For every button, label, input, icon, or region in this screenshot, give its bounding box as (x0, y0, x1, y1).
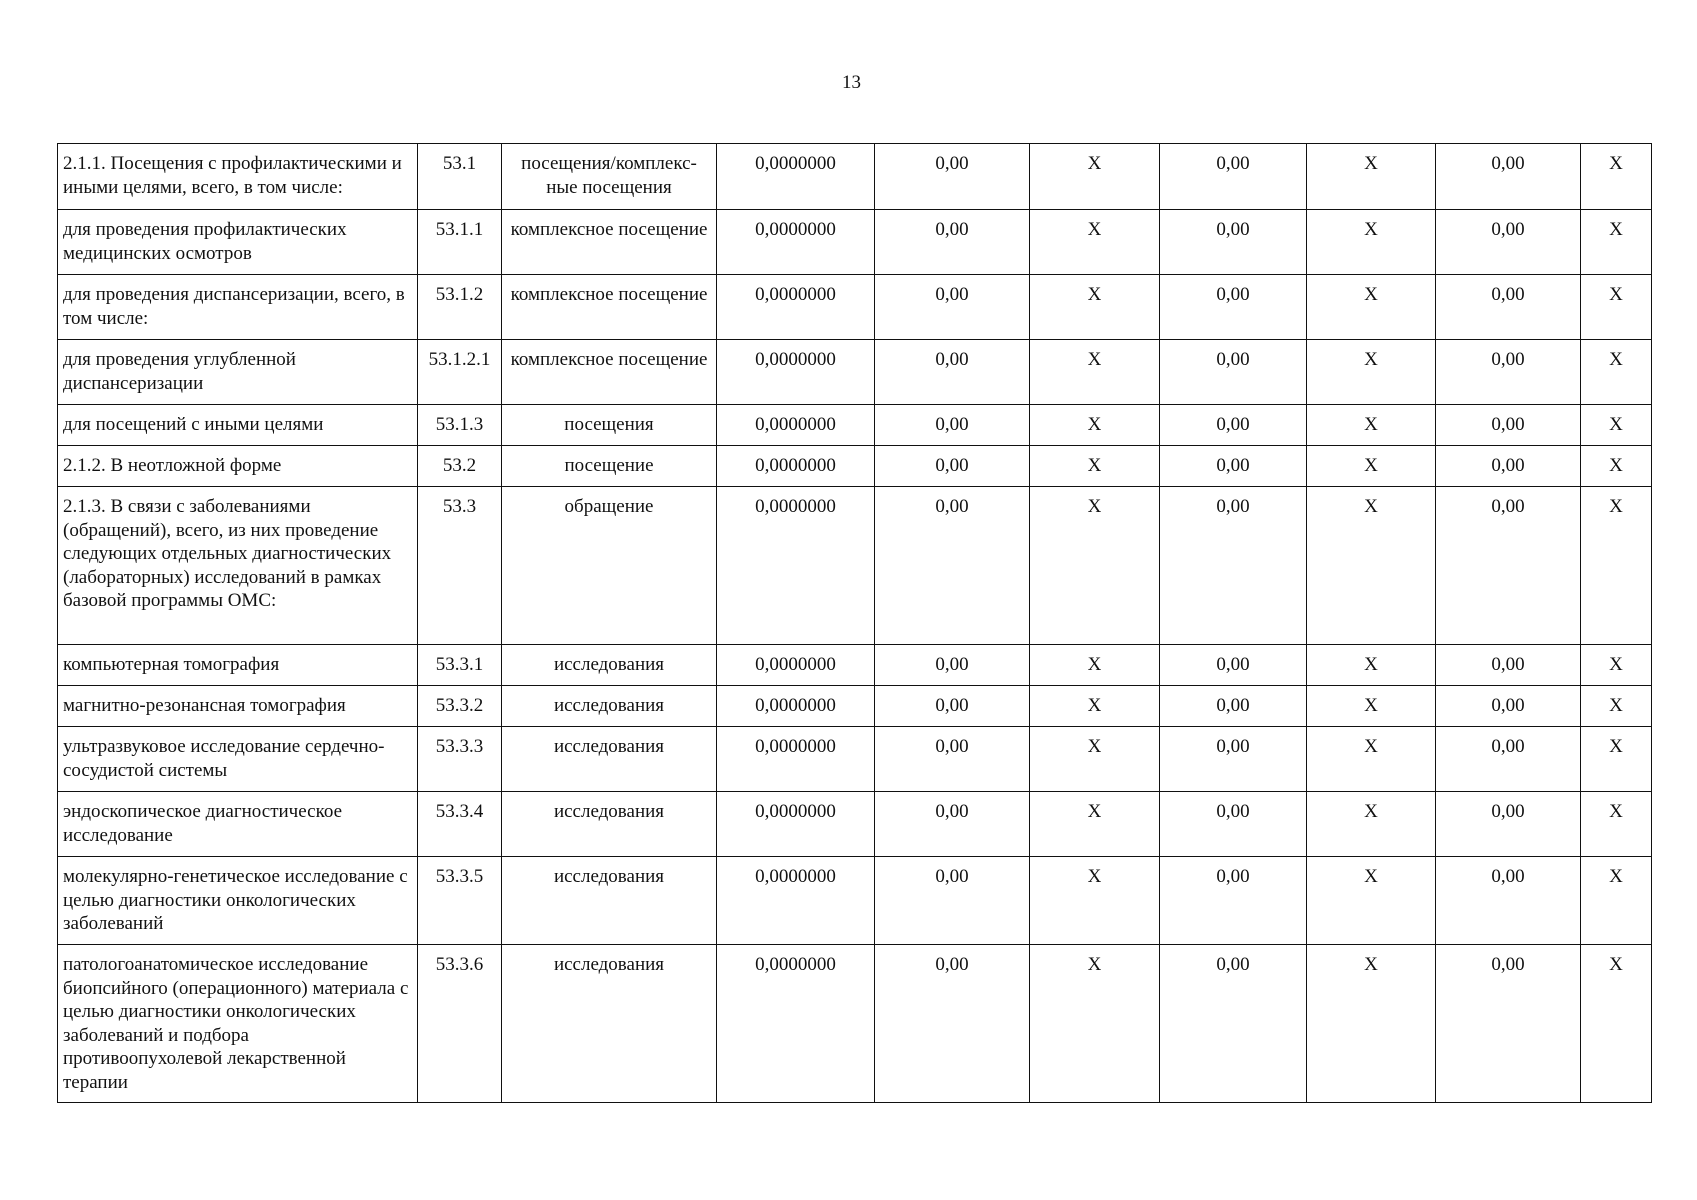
row-value-4: 0,00 (1160, 405, 1307, 446)
row-value-2: 0,00 (875, 405, 1030, 446)
row-value-5: Х (1307, 340, 1436, 405)
row-value-6: 0,00 (1436, 487, 1581, 645)
row-code: 53.1.2.1 (418, 340, 502, 405)
table-row (58, 727, 1652, 792)
row-value-7: Х (1581, 210, 1652, 275)
row-value-7: Х (1581, 275, 1652, 340)
row-value-3: Х (1030, 857, 1160, 945)
row-code: 53.3 (418, 487, 502, 645)
row-name: для посещений с иными целями (58, 405, 418, 446)
row-value-1: 0,0000000 (717, 446, 875, 487)
row-unit: комплексное посещение (502, 340, 717, 405)
table-row (58, 945, 1652, 1103)
row-code: 53.1.2 (418, 275, 502, 340)
row-value-3: Х (1030, 792, 1160, 857)
row-value-2: 0,00 (875, 487, 1030, 645)
row-code: 53.3.5 (418, 857, 502, 945)
row-value-2: 0,00 (875, 340, 1030, 405)
row-value-5: Х (1307, 275, 1436, 340)
row-value-7: Х (1581, 945, 1652, 1103)
row-value-5: Х (1307, 405, 1436, 446)
row-unit: комплексное посещение (502, 210, 717, 275)
row-value-3: Х (1030, 275, 1160, 340)
table-row (58, 275, 1652, 340)
row-unit: исследования (502, 727, 717, 792)
row-value-1: 0,0000000 (717, 792, 875, 857)
row-value-1: 0,0000000 (717, 857, 875, 945)
row-unit: комплексное посещение (502, 275, 717, 340)
row-value-2: 0,00 (875, 686, 1030, 727)
row-value-2: 0,00 (875, 275, 1030, 340)
row-code: 53.2 (418, 446, 502, 487)
row-value-5: Х (1307, 727, 1436, 792)
row-value-3: Х (1030, 446, 1160, 487)
row-name: патологоанатомическое исследование биопсийного (операционного) материала с целью диагностики онкологических заболеваний и подбора противоопухолевой лекарственной терапии (58, 945, 418, 1103)
row-value-1: 0,0000000 (717, 405, 875, 446)
row-value-4: 0,00 (1160, 686, 1307, 727)
row-value-6: 0,00 (1436, 340, 1581, 405)
row-value-3: Х (1030, 645, 1160, 686)
row-value-2: 0,00 (875, 645, 1030, 686)
row-name: компьютерная томография (58, 645, 418, 686)
row-unit: исследования (502, 857, 717, 945)
row-value-7: Х (1581, 405, 1652, 446)
row-value-4: 0,00 (1160, 792, 1307, 857)
row-value-3: Х (1030, 945, 1160, 1103)
row-value-5: Х (1307, 686, 1436, 727)
row-value-6: 0,00 (1436, 857, 1581, 945)
row-value-2: 0,00 (875, 210, 1030, 275)
table-row (58, 857, 1652, 945)
row-value-5: Х (1307, 645, 1436, 686)
row-value-2: 0,00 (875, 144, 1030, 210)
row-name: ультразвуковое исследование сердечно-сосудистой системы (58, 727, 418, 792)
row-code: 53.3.2 (418, 686, 502, 727)
row-value-4: 0,00 (1160, 945, 1307, 1103)
row-value-1: 0,0000000 (717, 727, 875, 792)
row-value-3: Х (1030, 686, 1160, 727)
row-value-3: Х (1030, 210, 1160, 275)
row-value-2: 0,00 (875, 792, 1030, 857)
row-value-4: 0,00 (1160, 210, 1307, 275)
row-name: эндоскопическое диагностическое исследование (58, 792, 418, 857)
row-value-4: 0,00 (1160, 446, 1307, 487)
row-value-3: Х (1030, 405, 1160, 446)
table-body (58, 144, 1652, 1103)
row-unit: посещение (502, 446, 717, 487)
table-row (58, 340, 1652, 405)
row-value-7: Х (1581, 686, 1652, 727)
row-value-6: 0,00 (1436, 446, 1581, 487)
row-code: 53.3.4 (418, 792, 502, 857)
table-row (58, 405, 1652, 446)
table-row (58, 792, 1652, 857)
table-row (58, 144, 1652, 210)
row-value-1: 0,0000000 (717, 945, 875, 1103)
row-value-6: 0,00 (1436, 945, 1581, 1103)
row-value-4: 0,00 (1160, 487, 1307, 645)
row-name: молекулярно-генетическое исследование с целью диагностики онкологических заболеваний (58, 857, 418, 945)
row-value-5: Х (1307, 792, 1436, 857)
row-code: 53.3.6 (418, 945, 502, 1103)
row-value-4: 0,00 (1160, 857, 1307, 945)
data-table (57, 143, 1652, 1103)
table-row (58, 446, 1652, 487)
row-value-1: 0,0000000 (717, 144, 875, 210)
row-value-5: Х (1307, 945, 1436, 1103)
row-unit: исследования (502, 792, 717, 857)
table-row (58, 487, 1652, 645)
row-unit: исследования (502, 686, 717, 727)
row-value-7: Х (1581, 487, 1652, 645)
row-value-1: 0,0000000 (717, 210, 875, 275)
row-value-1: 0,0000000 (717, 645, 875, 686)
row-value-2: 0,00 (875, 857, 1030, 945)
row-value-7: Х (1581, 446, 1652, 487)
row-value-5: Х (1307, 857, 1436, 945)
row-unit: посещения/комплекс-ные посещения (502, 144, 717, 210)
row-unit: исследования (502, 645, 717, 686)
row-value-5: Х (1307, 446, 1436, 487)
row-value-4: 0,00 (1160, 727, 1307, 792)
row-unit: посещения (502, 405, 717, 446)
row-name: для проведения углубленной диспансеризации (58, 340, 418, 405)
row-code: 53.1 (418, 144, 502, 210)
row-value-1: 0,0000000 (717, 686, 875, 727)
row-value-7: Х (1581, 792, 1652, 857)
row-value-2: 0,00 (875, 446, 1030, 487)
row-value-3: Х (1030, 144, 1160, 210)
row-value-6: 0,00 (1436, 727, 1581, 792)
row-name: 2.1.2. В неотложной форме (58, 446, 418, 487)
row-value-3: Х (1030, 727, 1160, 792)
row-name: 2.1.3. В связи с заболеваниями (обращений), всего, из них проведение следующих отдельных диагностических (лабораторных) исследований в рамках базовой программы ОМС: (58, 487, 418, 645)
row-value-7: Х (1581, 144, 1652, 210)
row-value-7: Х (1581, 645, 1652, 686)
row-value-3: Х (1030, 340, 1160, 405)
row-value-1: 0,0000000 (717, 340, 875, 405)
row-name: 2.1.1. Посещения с профилактическими и иными целями, всего, в том числе: (58, 144, 418, 210)
table-row (58, 645, 1652, 686)
row-value-6: 0,00 (1436, 275, 1581, 340)
row-value-6: 0,00 (1436, 686, 1581, 727)
page-number: 13 (842, 72, 861, 93)
row-value-7: Х (1581, 727, 1652, 792)
row-value-7: Х (1581, 340, 1652, 405)
row-code: 53.1.3 (418, 405, 502, 446)
row-code: 53.1.1 (418, 210, 502, 275)
row-value-5: Х (1307, 210, 1436, 275)
row-code: 53.3.3 (418, 727, 502, 792)
row-value-6: 0,00 (1436, 144, 1581, 210)
table-row (58, 210, 1652, 275)
row-name: для проведения профилактических медицинских осмотров (58, 210, 418, 275)
row-unit: исследования (502, 945, 717, 1103)
row-value-6: 0,00 (1436, 210, 1581, 275)
row-value-6: 0,00 (1436, 792, 1581, 857)
row-value-7: Х (1581, 857, 1652, 945)
table-row (58, 686, 1652, 727)
row-value-2: 0,00 (875, 945, 1030, 1103)
row-value-4: 0,00 (1160, 275, 1307, 340)
row-value-3: Х (1030, 487, 1160, 645)
row-unit: обращение (502, 487, 717, 645)
row-value-6: 0,00 (1436, 405, 1581, 446)
row-value-4: 0,00 (1160, 144, 1307, 210)
row-value-2: 0,00 (875, 727, 1030, 792)
row-value-4: 0,00 (1160, 645, 1307, 686)
row-value-5: Х (1307, 487, 1436, 645)
row-name: для проведения диспансеризации, всего, в том числе: (58, 275, 418, 340)
row-value-4: 0,00 (1160, 340, 1307, 405)
row-value-5: Х (1307, 144, 1436, 210)
row-value-6: 0,00 (1436, 645, 1581, 686)
row-name: магнитно-резонансная томография (58, 686, 418, 727)
row-value-1: 0,0000000 (717, 275, 875, 340)
row-code: 53.3.1 (418, 645, 502, 686)
row-value-1: 0,0000000 (717, 487, 875, 645)
